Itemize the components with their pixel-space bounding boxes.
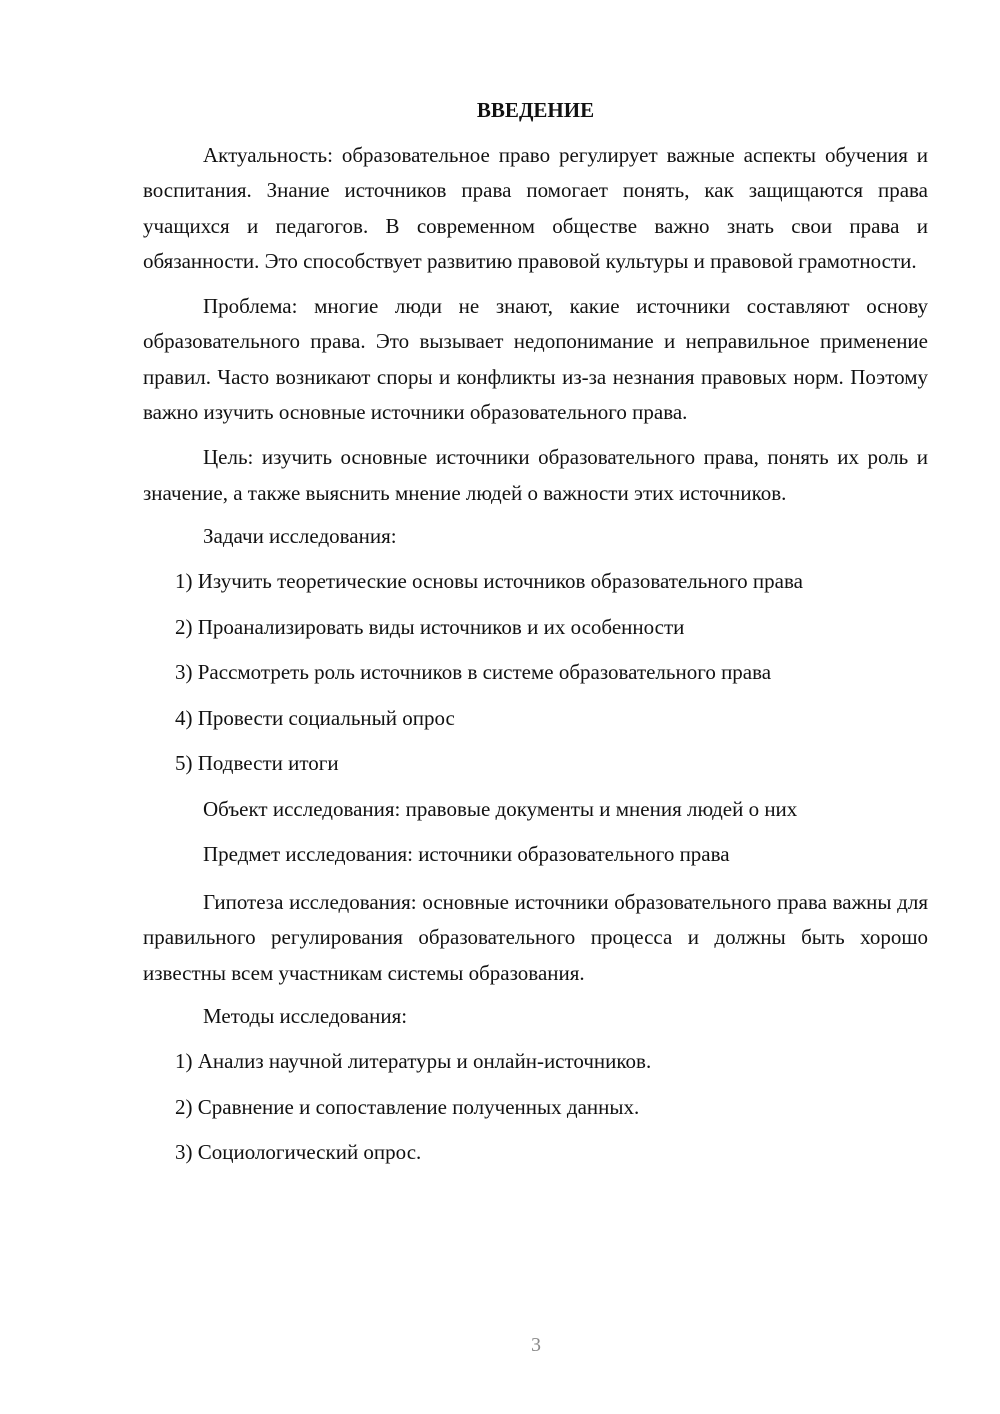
subject-line: Предмет исследования: источники образовательного права: [203, 842, 730, 867]
list-item: 3) Социологический опрос.: [175, 1140, 422, 1165]
list-item: 2) Проанализировать виды источников и их особенности: [175, 614, 685, 639]
methods-title: Методы исследования:: [203, 1003, 408, 1028]
section-heading: ВВЕДЕНИЕ: [476, 98, 595, 122]
methods-list: [143, 1046, 928, 1167]
list-item: 3) Рассмотреть роль источников в системе образовательного права: [175, 660, 772, 685]
tasks-title: Задачи исследования:: [203, 523, 397, 548]
list-item: 5) Подвести итоги: [175, 751, 339, 776]
problem-paragraph: Проблема: многие люди не знают, какие источники составляют основу образовательного права. Это вызывает недопонимание и неправильное применение правил. Часто возникают споры и конфликты из-за незнания правовых норм. Поэтому важно изучить основные источники образовательного права.: [143, 294, 928, 425]
list-item: 2) Сравнение и сопоставление полученных данных.: [175, 1094, 640, 1119]
relevance-paragraph: Актуальность: образовательное право регулирует важные аспекты обучения и воспитания. Знание источников права помогает понять, как защищаются права учащихся и педагогов. В современном обществе важно знать свои права и обязанности. Это способствует развитию правовой культуры и правовой грамотности.: [143, 143, 928, 273]
list-item: 1) Изучить теоретические основы источников образовательного права: [175, 569, 803, 594]
page-number: 3: [531, 1334, 541, 1356]
object-line: Объект исследования: правовые документы и мнения людей о них: [203, 796, 798, 821]
hypothesis-paragraph: Гипотеза исследования: основные источники образовательного права важны для правильного регулирования образовательного процесса и должны быть хорошо известны всем участникам системы образования.: [143, 889, 928, 985]
goal-paragraph: Цель: изучить основные источники образовательного права, понять их роль и значение, а также выяснить мнение людей о важности этих источников.: [143, 445, 928, 505]
tasks-list: [143, 566, 928, 778]
document-page: [143, 95, 928, 1183]
list-item: 1) Анализ научной литературы и онлайн-источников.: [175, 1049, 652, 1074]
list-item: 4) Провести социальный опрос: [175, 705, 455, 730]
